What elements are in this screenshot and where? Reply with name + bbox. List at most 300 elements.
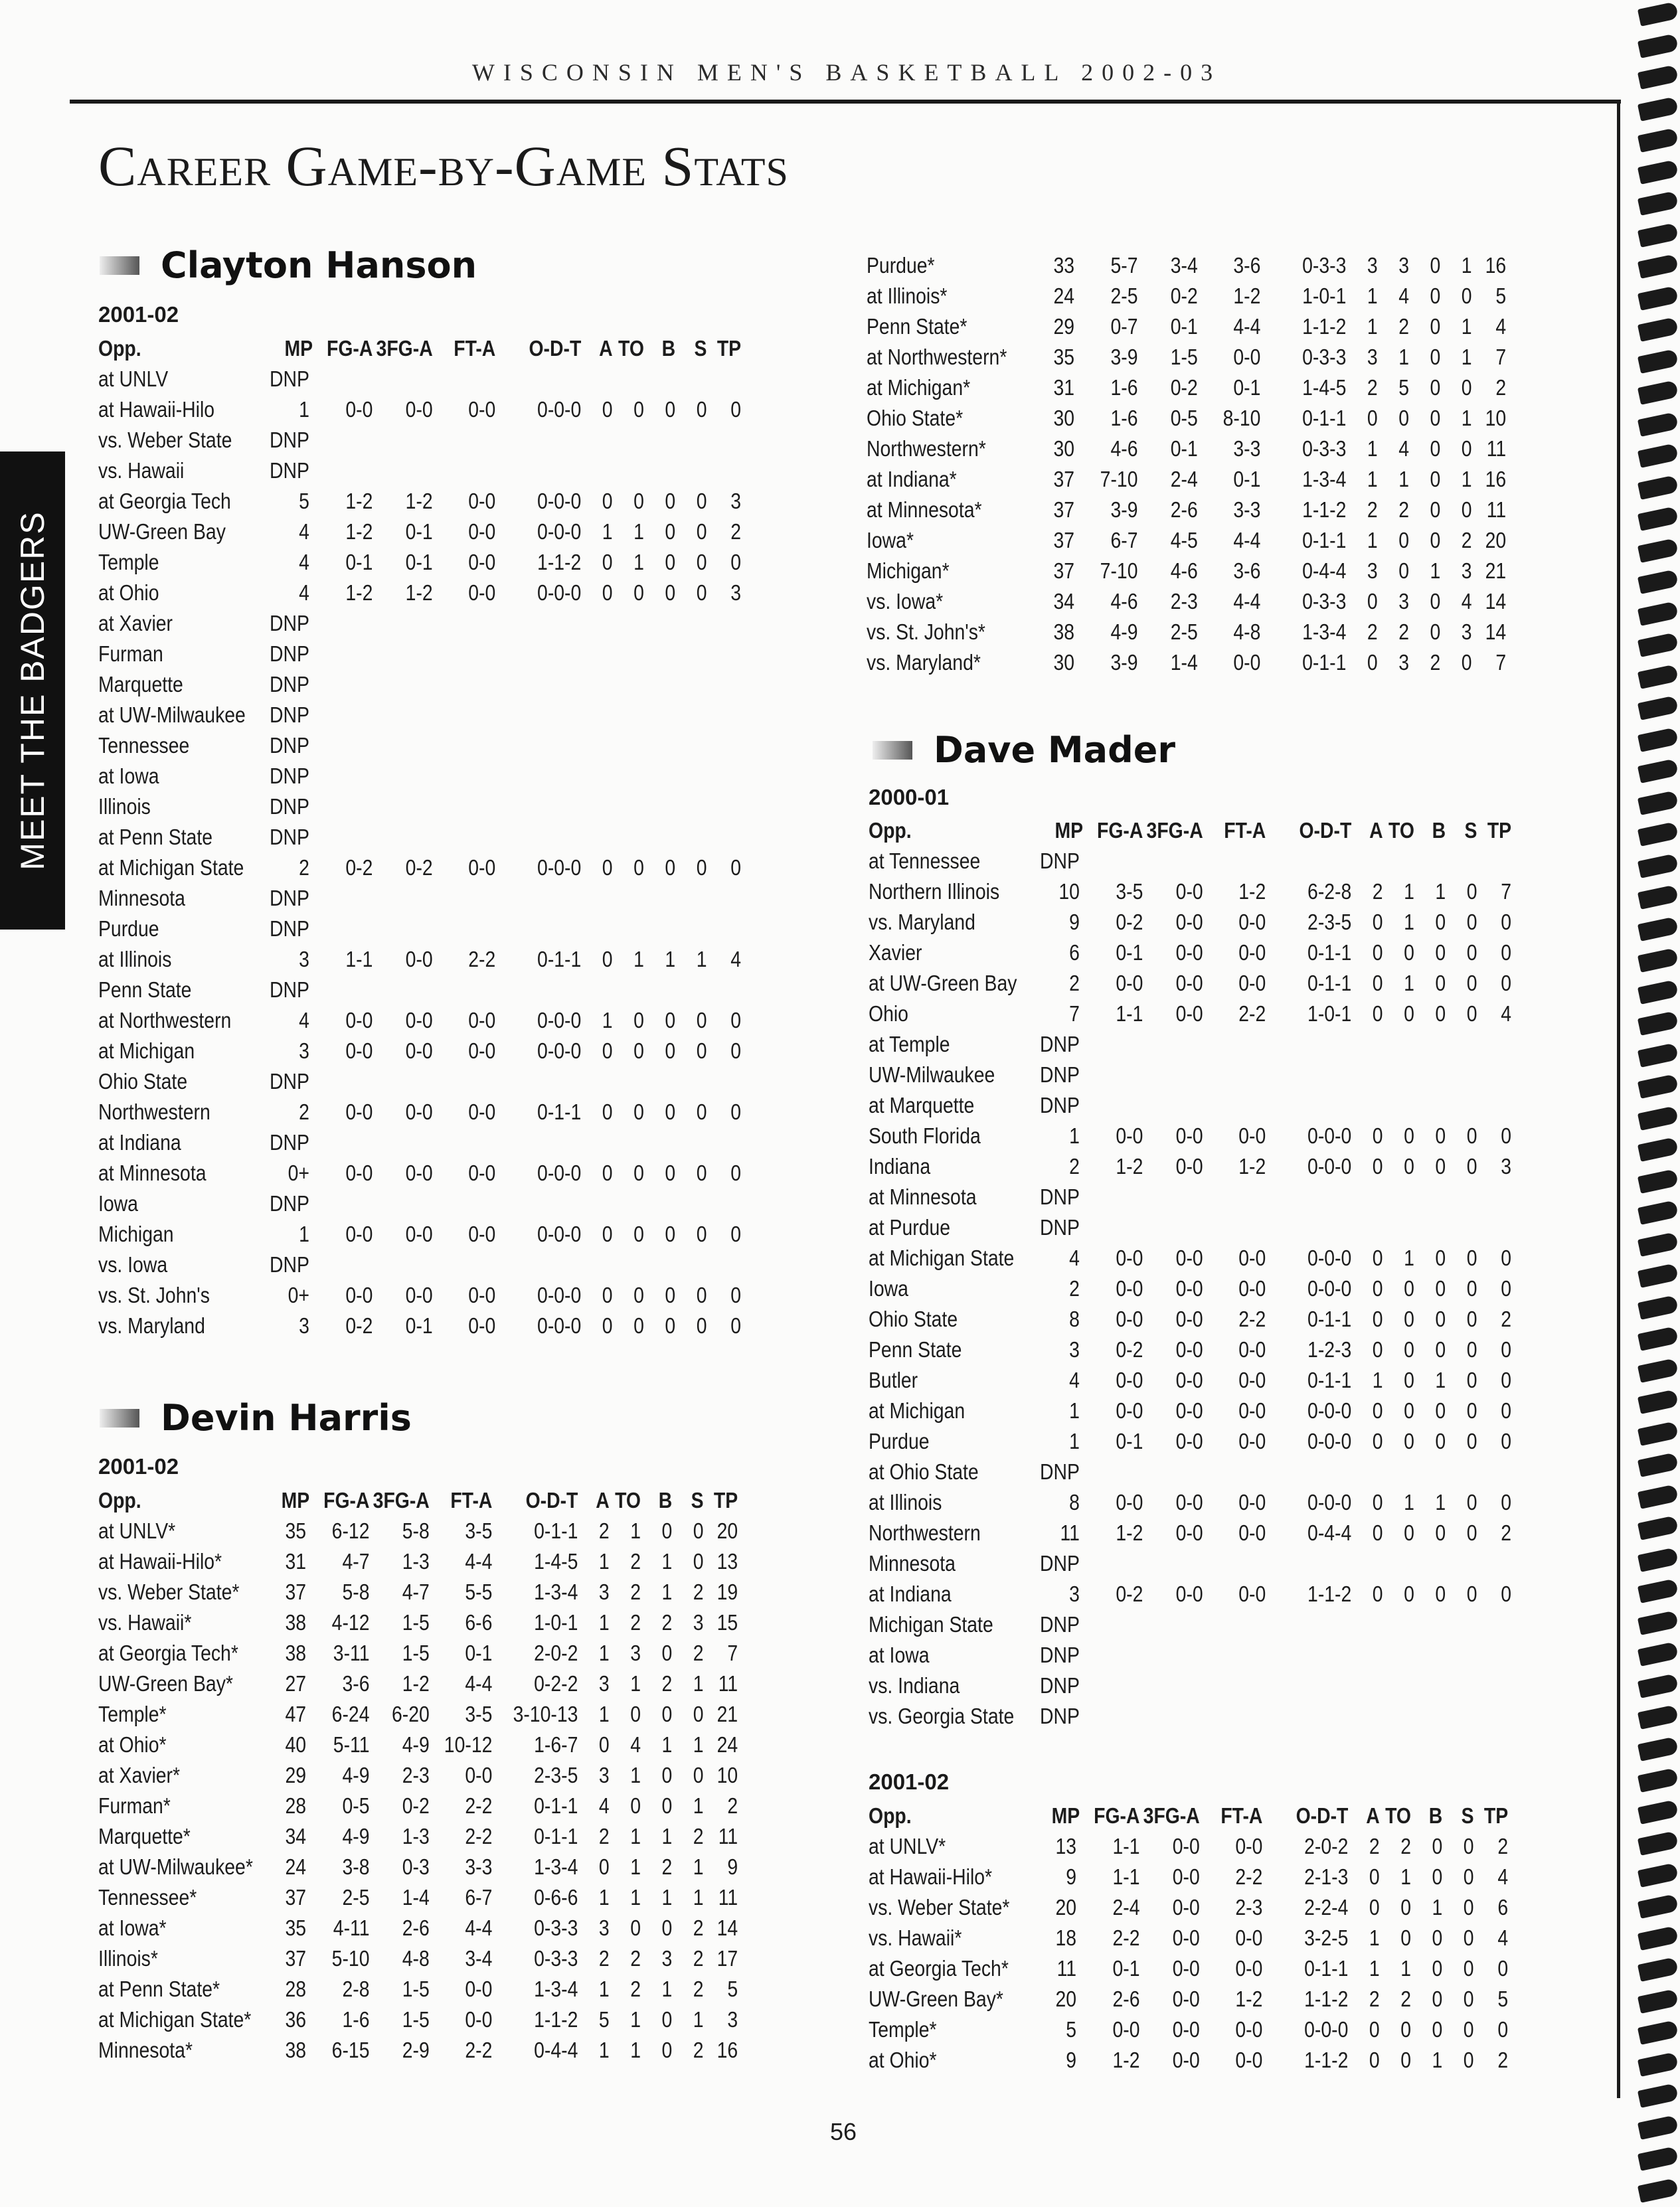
stat-cell: 6-6 <box>465 1610 493 1635</box>
opponent-cell: at UNLV* <box>98 1518 176 1543</box>
stat-cell: 1 <box>1369 1925 1380 1950</box>
stat-cell: 37 <box>1053 528 1075 552</box>
table-row <box>869 1671 1511 1701</box>
spiral-coil <box>1638 380 1679 404</box>
opponent-cell: Purdue <box>98 916 159 941</box>
table-row <box>867 617 1506 647</box>
stat-cell <box>1446 1671 1477 1701</box>
stat-cell: 20 <box>1055 1987 1077 2011</box>
stat-cell: 0-1 <box>405 1313 433 1338</box>
stat-cell: 2 <box>1501 1307 1512 1331</box>
stat-cell <box>1446 846 1477 876</box>
stat-cell: 0 <box>1432 1987 1443 2011</box>
stat-cell: 0-0 <box>1235 2017 1263 2042</box>
stat-cell: 0 <box>693 1763 704 1787</box>
stat-cell <box>313 1127 373 1158</box>
stat-cell: 4-7 <box>342 1549 370 1574</box>
table-row <box>869 1243 1511 1273</box>
stat-cell <box>707 1188 741 1219</box>
stat-cell <box>613 1066 644 1097</box>
stat-cell: 33 <box>1053 253 1075 278</box>
table-row <box>98 1097 741 1127</box>
stat-cell: 0-2 <box>345 855 373 880</box>
stat-cell: 7 <box>1501 879 1512 904</box>
opponent-cell: Temple <box>98 550 159 574</box>
stat-cell: 0-0 <box>1175 1276 1203 1301</box>
stat-cell <box>1351 1212 1383 1243</box>
stat-cell: 5-8 <box>342 1580 370 1604</box>
stat-cell: 0 <box>1435 1398 1446 1423</box>
stat-cell: 0 <box>633 1222 644 1246</box>
stat-cell: 0-0 <box>1116 1123 1143 1148</box>
stat-cell <box>1351 1548 1383 1579</box>
table-row <box>98 822 741 853</box>
stat-cell: 0-1-1 <box>534 1793 578 1818</box>
stat-cell <box>495 1066 581 1097</box>
opponent-cell: at Northwestern* <box>867 345 1007 369</box>
stat-cell: 0 <box>633 1313 644 1338</box>
stat-cell: 5 <box>299 489 309 513</box>
stat-cell: 0-4-4 <box>534 2038 578 2062</box>
column-header: A <box>599 336 613 361</box>
stat-cell: 37 <box>1053 497 1075 522</box>
stat-cell: DNP <box>1040 1093 1080 1117</box>
stat-cell: 0-0 <box>468 1222 496 1246</box>
opponent-cell: vs. Weber State* <box>98 1580 240 1604</box>
stat-cell: 21 <box>716 1702 738 1726</box>
stat-cell: 0 <box>1404 1429 1414 1453</box>
stat-cell: 2-8 <box>342 1977 370 2001</box>
opponent-cell: Northwestern <box>869 1520 981 1545</box>
stat-cell: 0 <box>1466 1520 1477 1545</box>
stat-cell <box>1477 846 1511 876</box>
column-header: FT-A <box>450 1488 493 1512</box>
opponent-cell: at UW-Milwaukee* <box>98 1854 253 1879</box>
stat-cell: DNP <box>270 977 309 1002</box>
stat-cell: 1 <box>1069 1398 1080 1423</box>
stat-cell <box>1266 1609 1351 1640</box>
stat-cell: 1 <box>598 1610 610 1635</box>
column-header: Opp. <box>98 336 141 361</box>
stat-cell <box>1266 1701 1351 1732</box>
player-heading-devin-harris <box>100 1397 412 1439</box>
column-header: FG-A <box>327 336 373 361</box>
opponent-cell: at Purdue <box>869 1215 951 1240</box>
stat-cell: 4-9 <box>342 1763 370 1787</box>
opponent-cell: at Indiana <box>869 1582 952 1606</box>
spiral-coil <box>1638 1295 1679 1319</box>
stat-cell: 1-2 <box>405 489 433 513</box>
stat-cell: 0 <box>730 1313 742 1338</box>
stat-cell: 3 <box>299 1038 309 1063</box>
stat-cell: 0 <box>630 1702 641 1726</box>
column-header: FT-A <box>1224 818 1266 843</box>
stat-cell: 0-0 <box>1238 1429 1266 1453</box>
stat-cell: 0 <box>1497 1956 1509 1981</box>
stat-cell: 5-11 <box>333 1732 370 1757</box>
stat-cell: 4-7 <box>402 1580 430 1604</box>
stat-cell: 0 <box>602 855 613 880</box>
stat-cell <box>644 975 675 1005</box>
stat-cell: 3-10-13 <box>513 1702 578 1726</box>
stat-cell: 0 <box>665 1038 676 1063</box>
stat-cell: 0 <box>602 1100 613 1124</box>
table-header-row <box>869 1801 1508 1831</box>
stat-cell: 3 <box>1398 253 1409 278</box>
stat-cell <box>495 761 581 791</box>
stat-cell: 4-8 <box>1233 619 1261 644</box>
stat-cell <box>675 1066 707 1097</box>
spiral-coil <box>1638 1421 1679 1445</box>
stat-cell <box>1351 1640 1383 1671</box>
stat-cell: 3 <box>1069 1337 1080 1362</box>
table-row <box>869 846 1511 876</box>
stat-cell: 0-0 <box>405 1283 433 1307</box>
spiral-coil <box>1638 1042 1679 1067</box>
stat-cell <box>613 730 644 761</box>
table-row <box>869 1365 1511 1396</box>
stat-cell: 3-6 <box>1233 558 1261 583</box>
opponent-cell: at UNLV <box>98 367 169 391</box>
stat-cell: 0-0 <box>1238 1337 1266 1362</box>
spiral-coil <box>1638 2115 1679 2139</box>
stat-cell: DNP <box>1040 1673 1080 1698</box>
stat-cell <box>1203 1212 1266 1243</box>
stat-cell: 0 <box>630 1916 641 1940</box>
stat-cell <box>1414 1212 1446 1243</box>
table-row <box>867 311 1506 342</box>
stat-cell <box>1266 1060 1351 1090</box>
stat-cell: 1 <box>598 1549 610 1574</box>
table-row <box>869 1396 1511 1426</box>
stat-cell <box>613 975 644 1005</box>
stat-cell: 0-0 <box>1175 1429 1203 1453</box>
stats-table-mader-2001-02 <box>869 1801 1508 2076</box>
table-row <box>98 1882 738 1913</box>
table-row <box>98 1760 738 1791</box>
stat-cell <box>1383 1212 1414 1243</box>
stat-cell: 1 <box>598 2038 610 2062</box>
stat-cell: 1 <box>598 1885 610 1910</box>
table-row <box>98 1158 741 1188</box>
stat-cell <box>495 1188 581 1219</box>
stat-cell <box>707 639 741 669</box>
stat-cell <box>313 639 373 669</box>
stat-cell: 1 <box>299 1222 309 1246</box>
stat-cell <box>1446 1609 1477 1640</box>
stat-cell <box>495 914 581 944</box>
stat-cell: 7 <box>1069 1001 1080 1026</box>
stat-cell: 2 <box>1367 619 1378 644</box>
stat-cell: 0 <box>1501 1429 1512 1453</box>
stat-cell: 0 <box>696 1161 707 1185</box>
stat-cell: 0 <box>1372 971 1383 995</box>
stat-cell: 0 <box>1501 1398 1512 1423</box>
stat-cell: 3-5 <box>1116 879 1143 904</box>
table-row <box>869 2045 1508 2076</box>
stat-cell: 0 <box>1466 879 1477 904</box>
stat-cell <box>433 1066 496 1097</box>
stat-cell: 0-0 <box>1238 1520 1266 1545</box>
stat-cell <box>495 608 581 639</box>
stat-cell <box>1266 1457 1351 1487</box>
spiral-coil <box>1638 412 1679 436</box>
opponent-cell: Iowa <box>98 1191 138 1216</box>
opponent-cell: Illinois* <box>98 1946 158 1971</box>
stat-cell: 0 <box>1372 1337 1383 1362</box>
stat-cell <box>581 700 612 730</box>
stat-cell: 2 <box>661 1610 673 1635</box>
stat-cell: 4 <box>1398 436 1409 461</box>
stat-cell: 20 <box>1055 1895 1077 1920</box>
stat-cell: 0 <box>1404 1154 1414 1179</box>
stat-cell: 1 <box>661 1580 673 1604</box>
stat-cell: DNP <box>270 611 309 635</box>
opponent-cell: at Iowa <box>98 764 159 788</box>
stat-cell: 0 <box>630 1793 641 1818</box>
stat-cell: 1 <box>1461 406 1472 430</box>
stat-cell <box>675 730 707 761</box>
column-header: O-D-T <box>525 1488 578 1512</box>
stat-cell <box>581 975 612 1005</box>
stat-cell: 0 <box>1372 1276 1383 1301</box>
column-header: B <box>658 1488 673 1512</box>
stat-cell: 1 <box>661 1732 673 1757</box>
stat-cell <box>1203 1701 1266 1732</box>
stat-cell: 2 <box>693 2038 704 2062</box>
stat-cell: 5-5 <box>465 1580 493 1604</box>
stat-cell: 2 <box>1495 375 1507 400</box>
spiral-coil <box>1638 1957 1679 1981</box>
stat-cell: 4 <box>1497 1864 1509 1889</box>
stat-cell: 31 <box>285 1549 307 1574</box>
stat-cell: 0-0 <box>1175 1398 1203 1423</box>
stat-cell <box>373 1250 432 1280</box>
stat-cell: 0-0 <box>405 397 433 422</box>
stat-cell <box>1266 1029 1351 1060</box>
column-header: Opp. <box>98 1488 141 1512</box>
opponent-cell: Northern Illinois <box>869 879 1000 904</box>
table-row <box>869 1609 1511 1640</box>
stat-cell: 0 <box>1369 2017 1380 2042</box>
stat-cell: 1 <box>1461 345 1472 369</box>
spiral-coil <box>1638 475 1679 499</box>
stat-cell: 10 <box>1058 879 1080 904</box>
table-row <box>98 1791 738 1821</box>
stat-cell <box>644 822 675 853</box>
spiral-coil <box>1638 569 1679 594</box>
stat-cell: 0 <box>1404 940 1414 965</box>
stat-cell: 0 <box>1463 1925 1474 1950</box>
stat-cell: 0 <box>730 1161 742 1185</box>
stat-cell: 9 <box>1069 910 1080 934</box>
stat-cell <box>1203 1548 1266 1579</box>
stat-cell <box>644 1250 675 1280</box>
opponent-cell: at Penn State <box>98 825 212 849</box>
stat-cell <box>613 364 644 394</box>
stat-cell: 0 <box>1463 2017 1474 2042</box>
stat-cell: 0 <box>730 1008 742 1032</box>
stat-cell: 38 <box>1053 619 1075 644</box>
stat-cell: 4 <box>299 550 309 574</box>
stat-cell: 0 <box>1432 1864 1443 1889</box>
stat-cell <box>1203 1090 1266 1121</box>
stat-cell: 1 <box>602 1008 613 1032</box>
column-header: Opp. <box>869 1803 912 1828</box>
spiral-coil <box>1638 2178 1679 2202</box>
stat-cell: 1-2 <box>402 1671 430 1696</box>
stat-cell <box>1477 1060 1511 1090</box>
stat-cell: 0-0 <box>1238 910 1266 934</box>
table-row <box>869 876 1511 907</box>
stat-cell: 38 <box>285 1641 307 1665</box>
stat-cell: 2 <box>1461 528 1472 552</box>
stat-cell: 6 <box>1069 940 1080 965</box>
column-header: 3FG-A <box>1146 818 1203 843</box>
stat-cell: 5 <box>598 2007 610 2032</box>
stat-cell: 3-2-5 <box>1304 1925 1349 1950</box>
table-row <box>98 944 741 975</box>
spiral-coil <box>1638 632 1679 657</box>
table-row <box>869 1151 1511 1182</box>
stat-cell: 1 <box>1461 253 1472 278</box>
stat-cell <box>1203 846 1266 876</box>
stat-cell: 2-3-5 <box>534 1763 578 1787</box>
stat-cell: 0 <box>1369 1895 1380 1920</box>
stat-cell <box>644 883 675 914</box>
opponent-cell: vs. Iowa <box>98 1252 168 1277</box>
stat-cell: 0 <box>665 1222 676 1246</box>
stat-cell: 5 <box>727 1977 738 2001</box>
stat-cell: 0-0-0 <box>537 855 582 880</box>
stat-cell <box>581 1250 612 1280</box>
stat-cell: 0 <box>696 519 707 544</box>
stat-cell <box>433 883 496 914</box>
stat-cell: 0 <box>1435 1520 1446 1545</box>
stat-cell: 0-0 <box>465 1763 493 1787</box>
spiral-coil <box>1638 947 1679 972</box>
stat-cell <box>1083 1640 1143 1671</box>
stat-cell: 0 <box>1501 910 1512 934</box>
stat-cell <box>1351 1701 1383 1732</box>
table-row <box>98 1638 738 1669</box>
column-header: Opp. <box>869 818 912 843</box>
stat-cell: 0 <box>1398 558 1409 583</box>
stat-cell: 0-0-0 <box>1304 2017 1349 2042</box>
spiral-coil <box>1638 33 1679 58</box>
stat-cell <box>581 883 612 914</box>
stat-cell: 0-0 <box>1238 1582 1266 1606</box>
opponent-cell: Northwestern* <box>867 436 986 461</box>
stat-cell: 0-0 <box>1238 940 1266 965</box>
stat-cell <box>675 1250 707 1280</box>
spiral-coil <box>1638 1831 1679 1855</box>
opponent-cell: at Indiana <box>98 1130 181 1155</box>
stat-cell: 0-0 <box>1233 650 1261 675</box>
stat-cell: 20 <box>1485 528 1507 552</box>
stat-cell <box>373 639 432 669</box>
stat-cell <box>675 883 707 914</box>
table-row <box>869 1984 1508 2014</box>
stat-cell <box>675 1188 707 1219</box>
stat-cell: DNP <box>270 1252 309 1277</box>
stat-cell <box>1083 1212 1143 1243</box>
opponent-cell: Ohio <box>869 1001 908 1026</box>
table-row <box>98 517 741 547</box>
spiral-coil <box>1638 286 1679 310</box>
opponent-cell: Illinois <box>98 794 151 819</box>
stat-cell: 38 <box>285 2038 307 2062</box>
stat-cell: 1 <box>661 1824 673 1848</box>
stat-cell: 1 <box>1367 436 1378 461</box>
player-heading-dave-mader <box>873 729 1175 771</box>
stat-cell: 1-6 <box>342 2007 370 2032</box>
stat-cell <box>433 455 496 486</box>
stat-cell: 0-3-3 <box>1302 253 1347 278</box>
stat-cell: 0-0-0 <box>1307 1246 1352 1270</box>
stat-cell: 0 <box>1404 1337 1414 1362</box>
opponent-cell: at Ohio State <box>869 1459 979 1484</box>
stat-cell: 3-9 <box>1110 650 1138 675</box>
opponent-cell: Temple* <box>98 1702 167 1726</box>
opponent-cell: UW-Green Bay <box>98 519 226 544</box>
stat-cell: 0 <box>602 1222 613 1246</box>
spiral-coil <box>1638 1799 1679 1824</box>
stat-cell <box>581 1188 612 1219</box>
side-tab-label: MEET THE BADGERS <box>14 511 51 870</box>
spiral-coil <box>1638 191 1679 215</box>
column-header: O-D-T <box>1296 1803 1349 1828</box>
table-header-row <box>869 815 1511 846</box>
stat-cell: 1 <box>1404 971 1414 995</box>
opponent-cell: Penn State* <box>867 314 967 339</box>
player-name: Clayton Hanson <box>161 244 477 286</box>
stat-cell: 0-0-0 <box>537 1313 582 1338</box>
stat-cell: 0 <box>693 1549 704 1574</box>
stat-cell: 3 <box>1398 650 1409 675</box>
stat-cell: 1 <box>665 947 676 971</box>
stat-cell <box>613 1127 644 1158</box>
table-row <box>98 486 741 517</box>
stat-cell: 4 <box>1069 1246 1080 1270</box>
stat-cell: 40 <box>285 1732 307 1757</box>
stat-cell: 1 <box>598 1977 610 2001</box>
stat-cell: 0 <box>1461 284 1472 308</box>
stat-cell: 1 <box>630 2007 641 2032</box>
stat-cell: 3 <box>693 1610 704 1635</box>
column-header: TP <box>716 336 742 361</box>
stat-cell: 11 <box>1056 1956 1077 1981</box>
stat-cell: 0-0 <box>1175 1246 1203 1270</box>
opponent-cell: Tennessee <box>98 733 190 758</box>
stat-cell: 0-3 <box>402 1854 430 1879</box>
stat-cell: 0 <box>1461 650 1472 675</box>
stat-cell: 0 <box>1404 1001 1414 1026</box>
stat-cell: 0-0 <box>1116 1276 1143 1301</box>
table-row <box>98 1311 741 1341</box>
stat-cell: 1-3-4 <box>534 1580 578 1604</box>
table-row <box>867 434 1506 464</box>
stat-cell: 2-2 <box>465 2038 493 2062</box>
stat-cell: 1-1-2 <box>537 550 582 574</box>
stat-cell: 2-3 <box>402 1763 430 1787</box>
stat-cell: 1-2 <box>1116 1154 1143 1179</box>
stat-cell <box>644 425 675 455</box>
stat-cell: 37 <box>1053 467 1075 491</box>
stat-cell: 1-4 <box>1170 650 1198 675</box>
stat-cell <box>1266 1671 1351 1701</box>
spiral-coil <box>1638 222 1679 247</box>
